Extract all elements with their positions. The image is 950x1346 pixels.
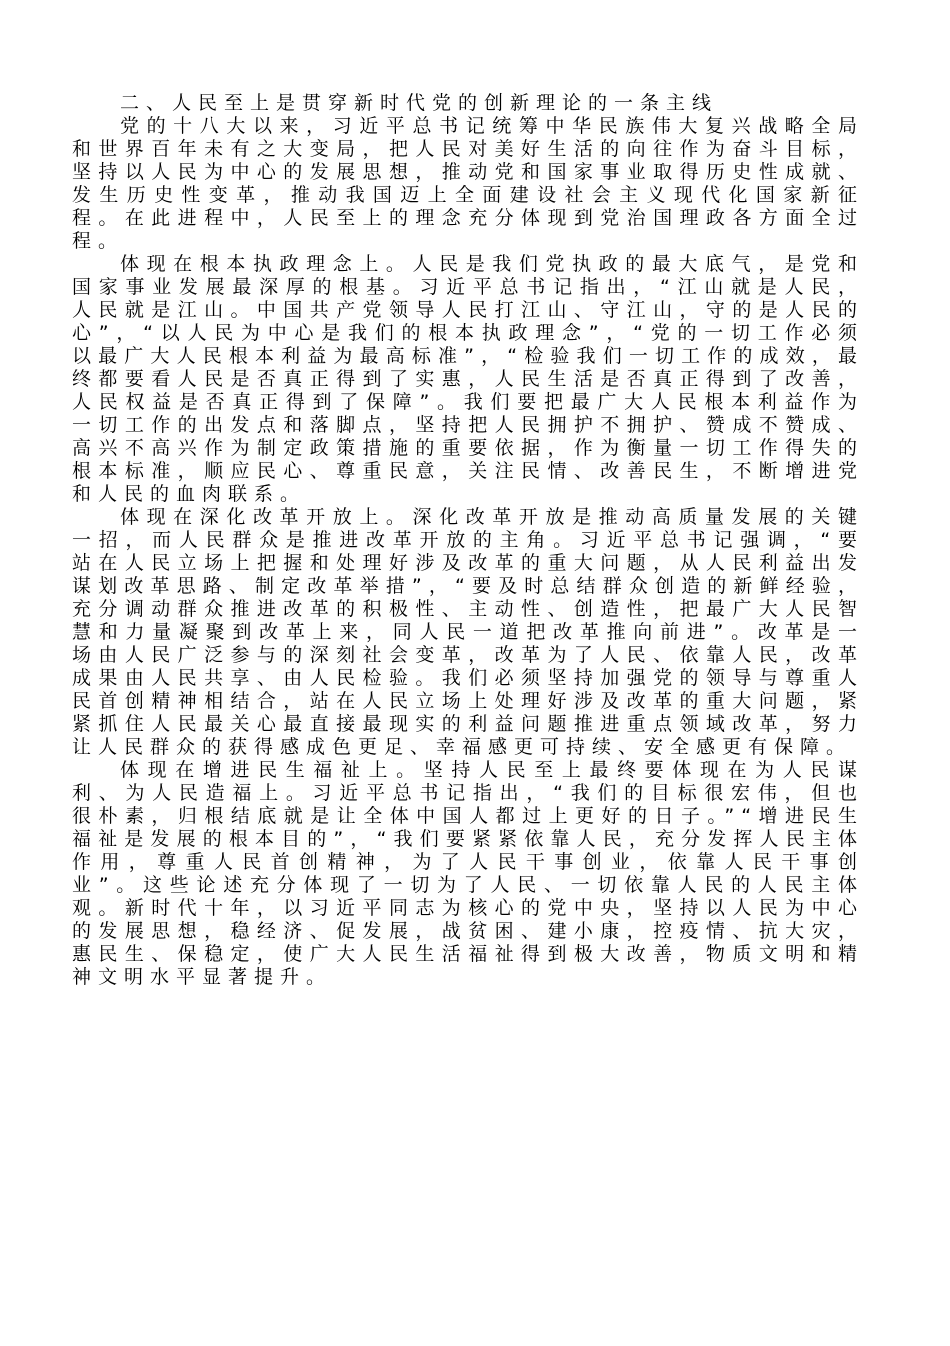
paragraph-wellbeing: 体现在增进民生福祉上。坚持人民至上最终要体现在为人民谋利、为人民造福上。习近平总书记指出，“我们的目标很宏伟，但也很朴素，归根结底就是让全体中国人都过上更好的日子。”“增进民生福祉是发展的根本目的”，“我们要紧紧依靠人民，充分发挥人民主体作用，尊重人民首创精神，为了人民干事创业，依靠人民干事创业”。这些论述充分体现了一切为了人民、一切依靠人民的人民主体观。新时代十年，以习近平同志为核心的党中央，坚持以人民为中心的发展思想，稳经济、促发展，战贫困、建小康，控疫情、抗大灾，惠民生、保稳定，使广大人民生活福祉得到极大改善，物质文明和精神文明水平显著提升。: [72, 759, 864, 988]
document-page: [72, 92, 864, 989]
paragraph-intro: 党的十八大以来，习近平总书记统筹中华民族伟大复兴战略全局和世界百年未有之大变局，把人民对美好生活的向往作为奋斗目标，坚持以人民为中心的发展思想，推动党和国家事业取得历史性成就、发生历史性变革，推动我国迈上全面建设社会主义现代化国家新征程。在此进程中，人民至上的理念充分体现到党治国理政各方面全过程。: [72, 115, 864, 252]
paragraph-governance-philosophy: 体现在根本执政理念上。人民是我们党执政的最大底气，是党和国家事业发展最深厚的根基。习近平总书记指出，“江山就是人民，人民就是江山。中国共产党领导人民打江山、守江山，守的是人民的心”，“以人民为中心是我们的根本执政理念”，“党的一切工作必须以最广大人民根本利益为最高标准”，“检验我们一切工作的成效，最终都要看人民是否真正得到了实惠，人民生活是否真正得到了改善，人民权益是否真正得到了保障”。我们要把最广大人民根本利益作为一切工作的出发点和落脚点，坚持把人民拥护不拥护、赞成不赞成、高兴不高兴作为制定政策措施的重要依据，作为衡量一切工作得失的根本标准，顺应民心、尊重民意，关注民情、改善民生，不断增进党和人民的血肉联系。: [72, 253, 864, 505]
section-heading: 二、人民至上是贯穿新时代党的创新理论的一条主线: [120, 92, 719, 114]
paragraph-reform-opening: 体现在深化改革开放上。深化改革开放是推动高质量发展的关键一招，而人民群众是推进改革开放的主角。习近平总书记强调，“要站在人民立场上把握和处理好涉及改革的重大问题，从人民利益出发谋划改革思路、制定改革举措”，“要及时总结群众创造的新鲜经验，充分调动群众推进改革的积极性、主动性、创造性，把最广大人民智慧和力量凝聚到改革上来，同人民一道把改革推向前进”。改革是一场由人民广泛参与的深刻社会变革，改革为了人民、依靠人民，改革成果由人民共享、由人民检验。我们必须坚持加强党的领导与尊重人民首创精神相结合，站在人民立场上处理好涉及改革的重大问题，紧紧抓住人民最关心最直接最现实的利益问题推进重点领域改革，努力让人民群众的获得感成色更足、幸福感更可持续、安全感更有保障。: [72, 506, 864, 758]
